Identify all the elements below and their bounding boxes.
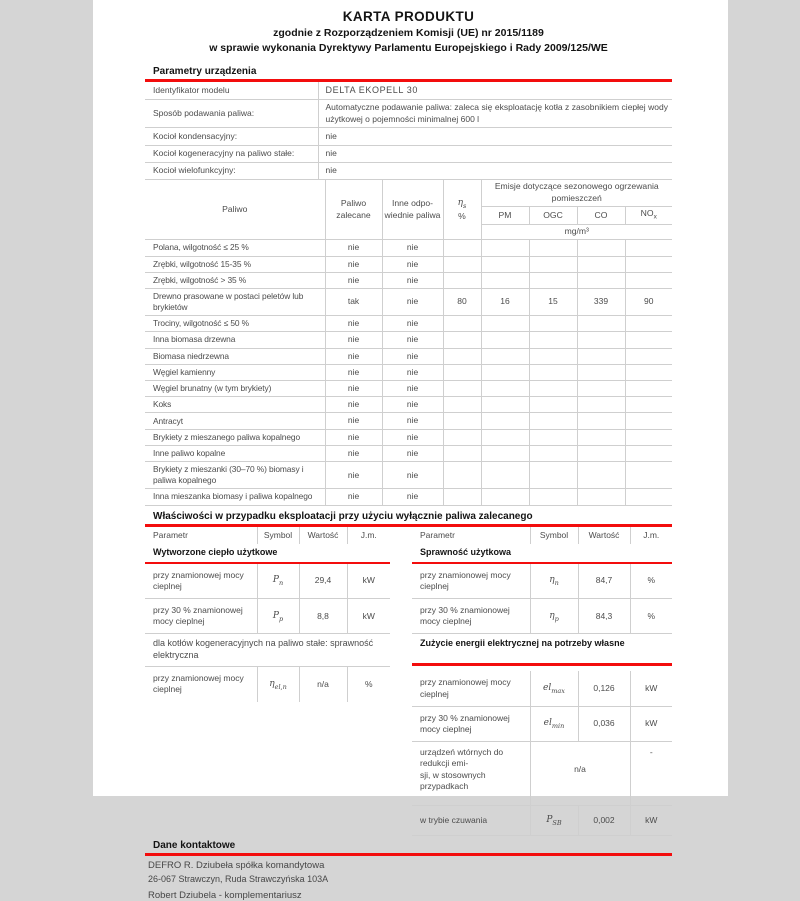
col-header-symbol: Symbol — [530, 527, 578, 544]
fuel-row: Zrębki, wilgotność > 35 % nie nie — [145, 272, 672, 288]
page-subtitle-2: w sprawie wykonania Dyrektywy Parlamentu Europejskiego i Rady 2009/125/WE — [209, 42, 608, 54]
col-header-wartosc: Wartość — [299, 527, 347, 544]
group-title: dla kotłów kogeneracyjnych na paliwo stałe: sprawność elektryczna — [145, 634, 390, 667]
table-row: w trybie czuwania $P_{SB}$ 0,002 kW — [412, 806, 672, 836]
col-header-co: CO — [577, 206, 625, 224]
fuel-row: Drewno prasowane w postaci peletów lub brykietów tak nie 80 16 15 339 90 — [145, 288, 672, 315]
table-row — [145, 99, 672, 127]
table-row — [145, 82, 672, 99]
value-cell: 84,3 — [578, 599, 630, 634]
section-heading-contact: Dane kontaktowe — [145, 840, 672, 856]
section-heading-properties: Właściwości w przypadku eksploatacji przy użyciu wyłącznie paliwa zalecanego — [145, 511, 672, 527]
col-header-zalecane: Paliwo zalecane — [325, 180, 382, 240]
unit-cell: % — [630, 563, 672, 599]
col-header-paliwo: Paliwo — [145, 180, 325, 240]
param-label: Identyfikator modelu — [145, 82, 318, 99]
unit-cell: kW — [630, 671, 672, 706]
fuel-row: Inne paliwo kopalne nie nie — [145, 445, 672, 461]
col-header-nox: $NO_x$ — [625, 206, 672, 224]
param-label: Kocioł wielofunkcyjny: — [145, 162, 318, 179]
unit-cell: kW — [347, 563, 390, 599]
parameters-table — [145, 82, 672, 180]
param-label: Kocioł kondensacyjny: — [145, 128, 318, 145]
properties-table-left — [145, 527, 390, 702]
param-value: Automatyczne podawanie paliwa: zaleca się eksploatację kotła z zasobnikiem ciepłej wody użytkowej o pojemności minimalnej 600 l — [318, 99, 672, 127]
table-row — [145, 145, 672, 162]
fuel-row: Polana, wilgotność ≤ 25 % nie nie — [145, 240, 672, 256]
fuel-header-row — [145, 180, 672, 206]
fuel-row: Węgiel kamienny nie nie — [145, 364, 672, 380]
unit-cell: kW — [630, 806, 672, 836]
col-header-inne: Inne odpo- wiednie paliwa — [382, 180, 443, 240]
fuel-row: Antracyt nie nie — [145, 413, 672, 429]
symbol-cell: $P_{SB}$ — [530, 806, 578, 836]
value-cell: 8,8 — [299, 599, 347, 634]
group-title-row — [412, 634, 672, 652]
group-title: Wytworzone ciepło użytkowe — [145, 544, 390, 563]
table-row — [145, 162, 672, 179]
col-header-pm: PM — [481, 206, 529, 224]
fuel-row: Brykiety z mieszanki (30–70 %) biomasy i paliwa kopalnego nie nie — [145, 462, 672, 489]
contact-person: Robert Dziubela - komplementariusz — [148, 889, 302, 901]
symbol-cell: $P_p$ — [257, 599, 299, 634]
group-title-row — [145, 634, 390, 667]
param-label: Kocioł kogeneracyjny na paliwo stałe: — [145, 145, 318, 162]
symbol-cell: $\eta_n$ — [530, 563, 578, 599]
table-row: przy 30 % znamionowej mocy cieplnej $P_p$ 8,8 kW — [145, 599, 390, 634]
contact-block — [145, 860, 672, 901]
red-divider-row — [412, 652, 672, 665]
table-row: przy 30 % znamionowej mocy cieplnej $\eta_p$ 84,3 % — [412, 599, 672, 634]
unit-cell: - — [630, 742, 672, 806]
table-row: przy znamionowej mocy cieplnej $el_{max}$ 0,126 kW — [412, 671, 672, 706]
fuel-table — [145, 180, 672, 506]
properties-table-right — [412, 527, 672, 837]
contact-company: DEFRO R. Dziubeła spółka komandytowa — [148, 860, 325, 872]
table-row: przy znamionowej mocy cieplnej $P_n$ 29,4 kW — [145, 563, 390, 599]
unit-cell: % — [630, 599, 672, 634]
value-cell: 29,4 — [299, 563, 347, 599]
properties-columns — [145, 527, 672, 837]
col-header-eta: $\eta_s$ % — [443, 180, 481, 240]
value-cell: 0,002 — [578, 806, 630, 836]
page-subtitle-1: zgodnie z Rozporządzeniem Komisji (UE) nr 2015/1189 — [273, 27, 544, 39]
fuel-row: Inna mieszanka biomasy i paliwa kopalnego nie nie — [145, 489, 672, 505]
unit-cell: % — [347, 667, 390, 702]
unit-cell: kW — [630, 706, 672, 741]
value-cell: 0,126 — [578, 671, 630, 706]
param-value: nie — [318, 145, 672, 162]
symbol-cell: $el_{max}$ — [530, 671, 578, 706]
symbol-cell: $\eta_p$ — [530, 599, 578, 634]
group-title-row — [412, 544, 672, 563]
table-row: przy znamionowej mocy cieplnej $\eta_{el,n}$ n/a % — [145, 667, 390, 702]
fuel-row: Inna biomasa drzewna nie nie — [145, 332, 672, 348]
param-value-model: DELTA EKOPELL 30 — [318, 82, 672, 99]
fuel-row: Brykiety z mieszanego paliwa kopalnego nie nie — [145, 429, 672, 445]
table-header-row — [412, 527, 672, 544]
document-header — [145, 0, 672, 54]
document-page — [93, 0, 728, 901]
page-title: KARTA PRODUKTU — [342, 9, 475, 24]
value-cell: n/a — [530, 742, 630, 806]
table-header-row — [145, 527, 390, 544]
page-content — [145, 0, 672, 901]
param-label: Sposób podawania paliwa: — [145, 99, 318, 127]
group-title-row — [145, 544, 390, 563]
symbol-cell: $el_{min}$ — [530, 706, 578, 741]
section-heading-parameters: Parametry urządzenia — [145, 66, 672, 82]
col-header-emissions: Emisje dotyczące sezonowego ogrzewania pomieszczeń — [481, 180, 672, 206]
col-header-jm: J.m. — [630, 527, 672, 544]
col-header-parametr: Parametr — [153, 529, 188, 540]
symbol-cell: $P_n$ — [257, 563, 299, 599]
contact-address: 26-067 Strawczyn, Ruda Strawczyńska 103A — [148, 873, 329, 884]
col-header-jm: J.m. — [347, 527, 390, 544]
value-cell: 84,7 — [578, 563, 630, 599]
fuel-row: Węgiel brunatny (w tym brykiety) nie nie — [145, 381, 672, 397]
table-row: przy znamionowej mocy cieplnej $\eta_n$ 84,7 % — [412, 563, 672, 599]
param-value: nie — [318, 162, 672, 179]
group-title: Sprawność użytkowa — [412, 544, 672, 563]
col-header-symbol: Symbol — [257, 527, 299, 544]
table-row: przy 30 % znamionowej mocy cieplnej $el_{min}$ 0,036 kW — [412, 706, 672, 741]
fuel-row: Biomasa niedrzewna nie nie — [145, 348, 672, 364]
col-header-parametr: Parametr — [420, 529, 455, 540]
col-header-wartosc: Wartość — [578, 527, 630, 544]
unit-cell: kW — [347, 599, 390, 634]
table-row — [145, 128, 672, 145]
fuel-row: Koks nie nie — [145, 397, 672, 413]
fuel-row: Trociny, wilgotność ≤ 50 % nie nie — [145, 316, 672, 332]
value-cell: n/a — [299, 667, 347, 702]
table-row: urządzeń wtórnych do redukcji emi- sji, w stosownych przypadkach n/a - — [412, 742, 672, 806]
value-cell: 0,036 — [578, 706, 630, 741]
col-header-ogc: OGC — [529, 206, 577, 224]
symbol-cell: $\eta_{el,n}$ — [257, 667, 299, 702]
fuel-row: Zrębki, wilgotność 15-35 % nie nie — [145, 256, 672, 272]
param-value: nie — [318, 128, 672, 145]
col-header-unit: mg/m³ — [481, 224, 672, 239]
group-title: Zużycie energii elektrycznej na potrzeby własne — [420, 638, 625, 649]
